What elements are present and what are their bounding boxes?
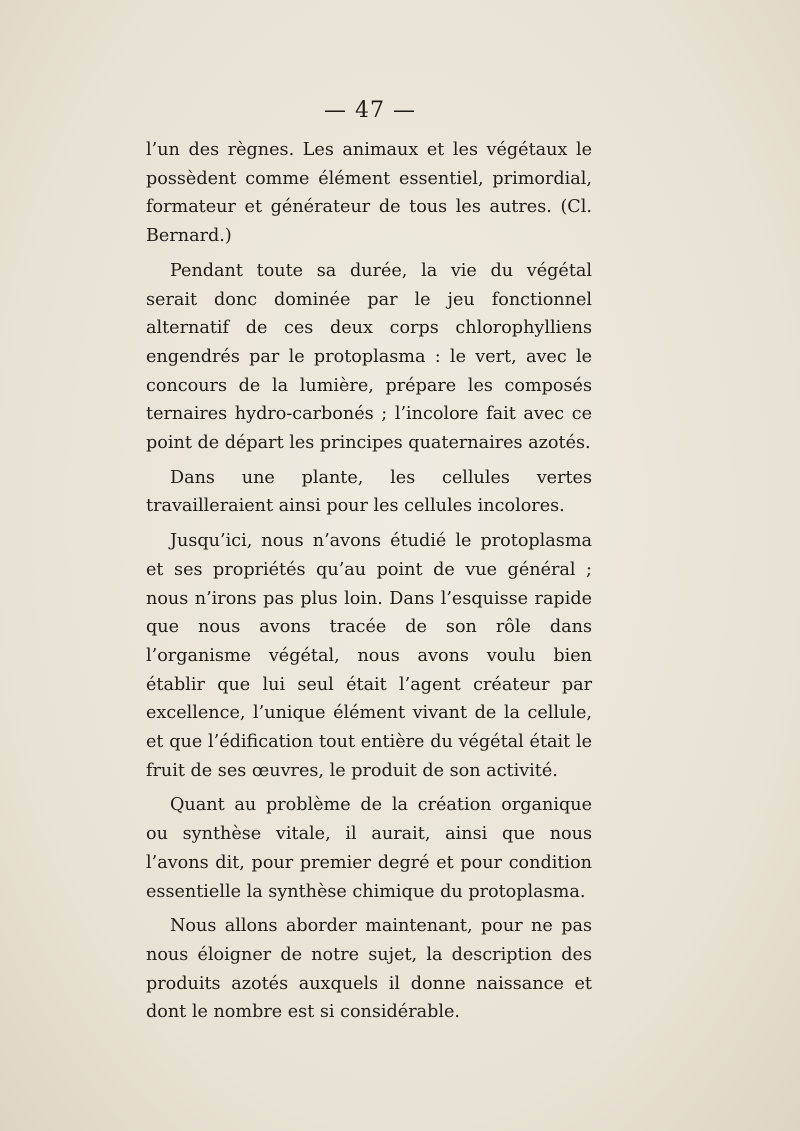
- paragraph-5: Quant au problème de la création organique ou synthèse vitale, il aurait, ainsi que nous l’avons dit, pour premier degré et pour condition essentielle la synthèse chimique du protoplasma.: [146, 795, 592, 902]
- paragraph-2: Pendant toute sa durée, la vie du végétal serait donc dominée par le jeu fonctionnel alternatif de ces deux corps chlorophylliens engendrés par le protoplasma : le vert, avec le concours de la lumière, prépare les composés ternaires hydro-carbonés ; l’incolore fait avec ce point de départ les principes quaternaires azotés.: [146, 260, 592, 454]
- paragraph-4: Jusqu’ici, nous n’avons étudié le protoplasma et ses propriétés qu’au point de vue général ; nous n’irons pas plus loin. Dans l’esquisse rapide que nous avons tracée de son rôle dans l’organisme végétal, nous avons voulu bien établir que lui seul était l’agent créateur par excellence, l’unique élément vivant de la cellule, et que l’édification tout entière du végétal était le fruit de ses œuvres, le produit de son activité.: [146, 531, 592, 781]
- page-number: — 47 —: [324, 98, 416, 123]
- body-text: [146, 136, 592, 1033]
- paragraph-3: Dans une plante, les cellules vertes travailleraient ainsi pour les cellules incolores.: [146, 467, 592, 517]
- paragraph-1: l’un des règnes. Les animaux et les végétaux le possèdent comme élément essentiel, primordial, formateur et générateur de tous les autres. (Cl. Bernard.): [146, 140, 592, 247]
- paragraph-6: Nous allons aborder maintenant, pour ne pas nous éloigner de notre sujet, la description des produits azotés auxquels il donne naissance et dont le nombre est si considérable.: [146, 916, 592, 1023]
